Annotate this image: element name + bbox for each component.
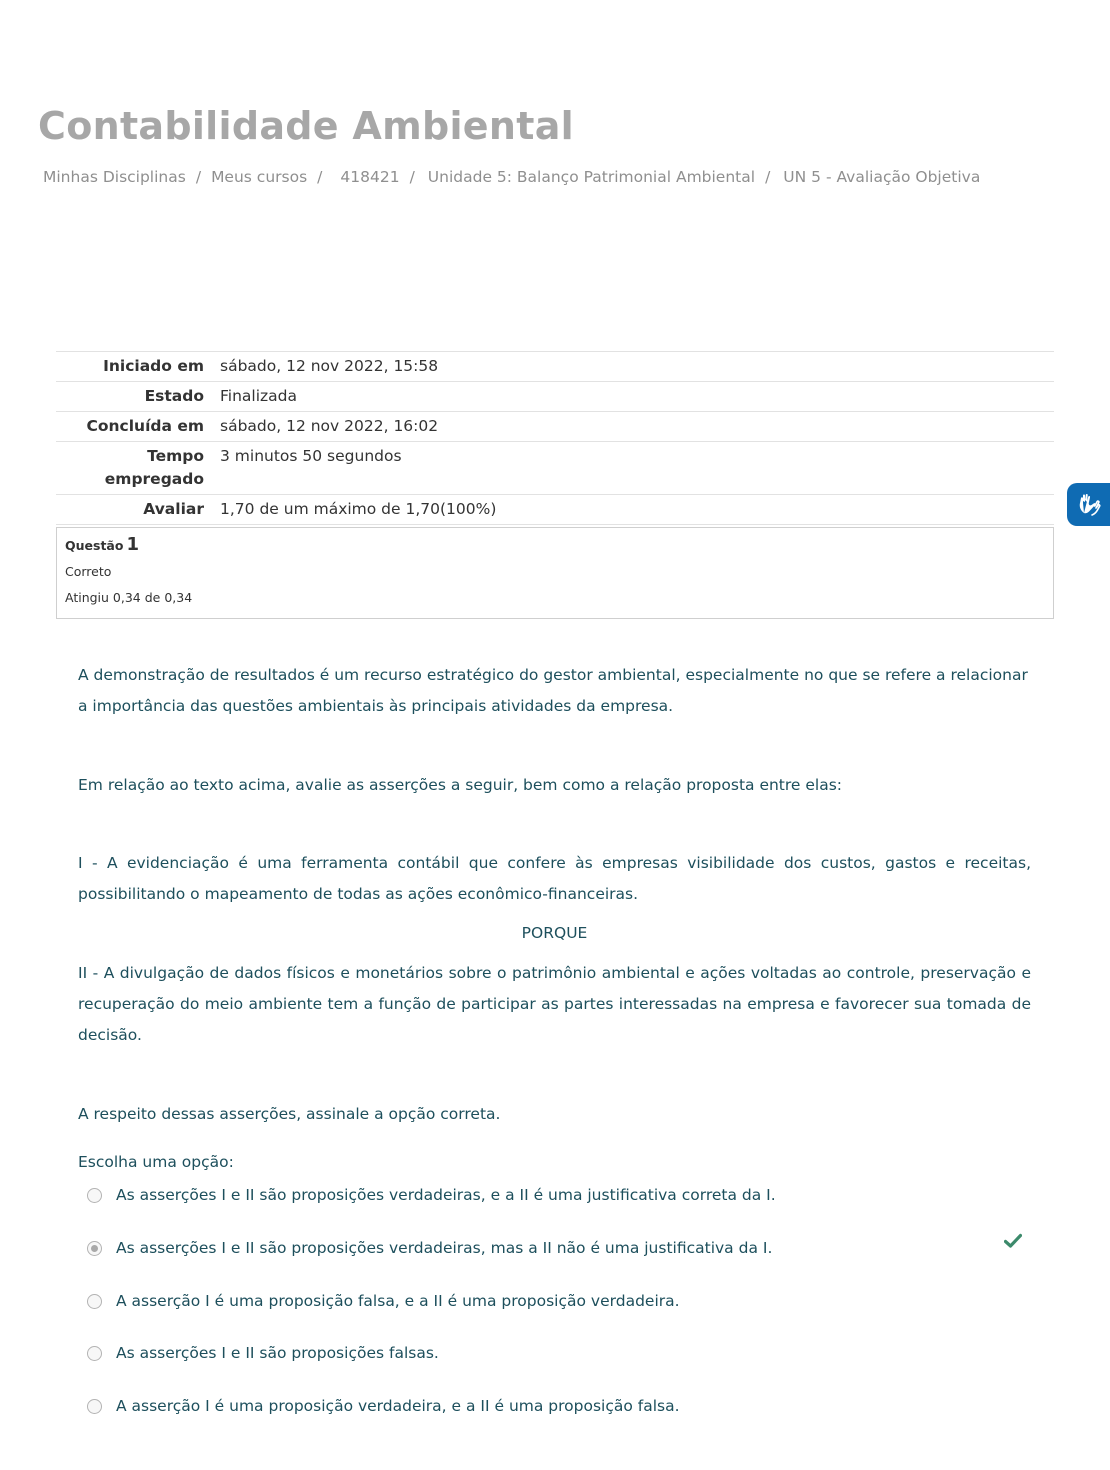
assertion-two: II - A divulgação de dados físicos e monetários sobre o patrimônio ambiental e ações voltadas ao controle, preservação e recuperação do meio ambiente tem a função de participar as partes interessadas na empresa e favorecer sua tomada de decisão. [78,964,1031,1044]
breadcrumb-item-course-code[interactable]: 418421 [340,168,400,186]
assertion-one: I - A evidenciação é uma ferramenta contábil que confere às empresas visibilidade dos custos, gastos e receitas, possibilitando o mapeamento de todas as ações econômico-financeiras. [78,854,1031,903]
option-label: A asserção I é uma proposição falsa, e a II é uma proposição verdadeira. [116,1292,680,1310]
summary-row-state [56,382,1054,412]
summary-label: Avaliar [143,500,204,518]
question-paragraph: Em relação ao texto acima, avalie as asserções a seguir, bem como a relação proposta entre elas: [78,776,843,794]
summary-row-grade [56,495,1054,525]
porque-connector: PORQUE [521,924,588,942]
question-instruction: A respeito dessas asserções, assinale a opção correta. [78,1105,501,1123]
summary-label: Concluída em [86,417,204,435]
breadcrumb-item-cursos[interactable]: Meus cursos [211,168,308,186]
question-status: Correto [65,564,112,579]
answer-option-a[interactable] [87,1186,776,1204]
summary-row-time [56,442,1054,495]
option-label: A asserção I é uma proposição verdadeira, e a II é uma proposição falsa. [116,1397,680,1415]
attempt-summary-table [56,351,1054,525]
question-number: Questão 1 [65,534,139,555]
summary-value: Finalizada [220,387,298,405]
breadcrumb [43,168,980,186]
summary-row-completed [56,412,1054,442]
radio-button[interactable] [87,1188,102,1203]
breadcrumb-separator: / [195,168,202,186]
check-icon [1004,1233,1022,1249]
breadcrumb-item-disciplinas[interactable]: Minhas Disciplinas [43,168,186,186]
vlibras-accessibility-button[interactable] [1067,483,1110,526]
breadcrumb-separator: / [409,168,415,186]
summary-value: 3 minutos 50 segundos [220,447,402,465]
radio-button[interactable] [87,1399,102,1414]
breadcrumb-item-quiz[interactable]: UN 5 - Avaliação Objetiva [783,168,981,186]
summary-row-started [56,352,1054,382]
breadcrumb-separator: / [317,168,323,186]
radio-button[interactable] [87,1294,102,1309]
option-label: As asserções I e II são proposições verdadeiras, e a II é uma justificativa correta da I. [116,1186,776,1204]
page-title: Contabilidade Ambiental [38,104,574,148]
breadcrumb-item-unit[interactable]: Unidade 5: Balanço Patrimonial Ambiental [427,168,756,186]
summary-label: Tempo empregado [104,447,204,488]
answer-option-b[interactable] [87,1239,772,1257]
answer-option-c[interactable] [87,1292,680,1310]
summary-label: Estado [144,387,204,405]
question-info-box [56,527,1054,619]
summary-value: 1,70 de um máximo de 1,70(100%) [220,500,497,518]
summary-value: sábado, 12 nov 2022, 16:02 [220,417,439,435]
choose-option-prompt: Escolha uma opção: [78,1153,234,1171]
summary-label: Iniciado em [103,357,204,375]
answer-option-d[interactable] [87,1344,439,1362]
sign-language-hands-icon [1075,491,1103,519]
radio-button[interactable] [87,1346,102,1361]
radio-button-selected[interactable] [87,1241,102,1256]
answer-option-e[interactable] [87,1397,680,1415]
breadcrumb-separator: / [765,168,771,186]
option-label: As asserções I e II são proposições falsas. [116,1344,439,1362]
question-score: Atingiu 0,34 de 0,34 [65,590,193,605]
option-label: As asserções I e II são proposições verdadeiras, mas a II não é uma justificativa da I. [116,1239,773,1257]
summary-value: sábado, 12 nov 2022, 15:58 [220,357,439,375]
question-paragraph: A demonstração de resultados é um recurso estratégico do gestor ambiental, especialmente no que se refere a relacionar a importância das questões ambientais às principais atividades da empresa. [78,666,1028,715]
